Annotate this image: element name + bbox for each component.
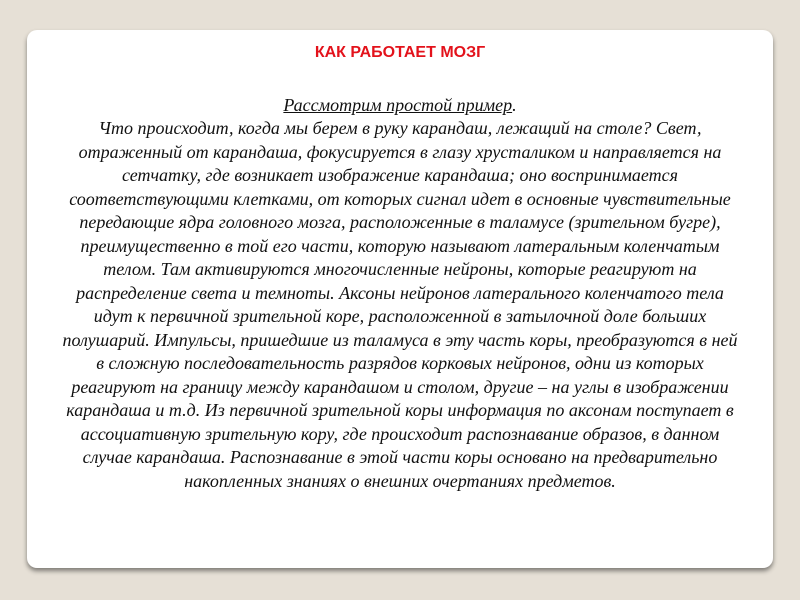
body-line: телом. Там активируются многочисленные нейроны, которые реагируют на <box>103 259 697 279</box>
subtitle-period: . <box>512 95 517 115</box>
body-line: в сложную последовательность разрядов корковых нейронов, одни из которых <box>96 353 704 373</box>
body-line: накопленных знаниях о внешних очертаниях предметов. <box>184 470 616 491</box>
subtitle-text: Рассмотрим простой пример <box>283 95 513 115</box>
body-line: распределение света и темноты. Аксоны нейронов латерального коленчатого тела <box>76 282 724 303</box>
body-line: полушарий. Импульсы, пришедшие из таламуса в эту часть коры, преобразуются в ней <box>62 329 738 350</box>
body-line: случае карандаша. Распознавание в этой части коры основано на предварительно <box>82 447 718 467</box>
body-line: передающие ядра головного мозга, расположенные в таламусе (зрительном бугре), <box>79 212 721 232</box>
body-line: идут к первичной зрительной коре, расположенной в затылочной доле больших <box>93 306 707 326</box>
body-line: реагируют на границу между карандашом и столом, другие – на углы в изображении <box>71 376 729 397</box>
body-line: Что происходит, когда мы берем в руку карандаш, лежащий на столе? Свет, <box>98 118 702 138</box>
body-line: преимущественно в той его части, которую называют латеральным коленчатым <box>80 235 720 256</box>
body-line: отраженный от карандаша, фокусируется в глазу хрусталиком и направляется на <box>78 141 722 162</box>
body-line: соответствующими клетками, от которых сигнал идет в основные чувствительные <box>69 188 731 209</box>
body-line: ассоциативную зрительную кору, где происходит распознавание образов, в данном <box>80 423 720 444</box>
slide-body-text <box>22 117 778 493</box>
body-line: сетчатку, где возникает изображение карандаша; оно воспринимается <box>121 165 679 185</box>
body-line: карандаша и т.д. Из первичной зрительной коры информация по аксонам поступает в <box>66 400 734 420</box>
slide-title: КАК РАБОТАЕТ МОЗГ <box>314 44 486 61</box>
slide-subtitle <box>0 95 800 116</box>
